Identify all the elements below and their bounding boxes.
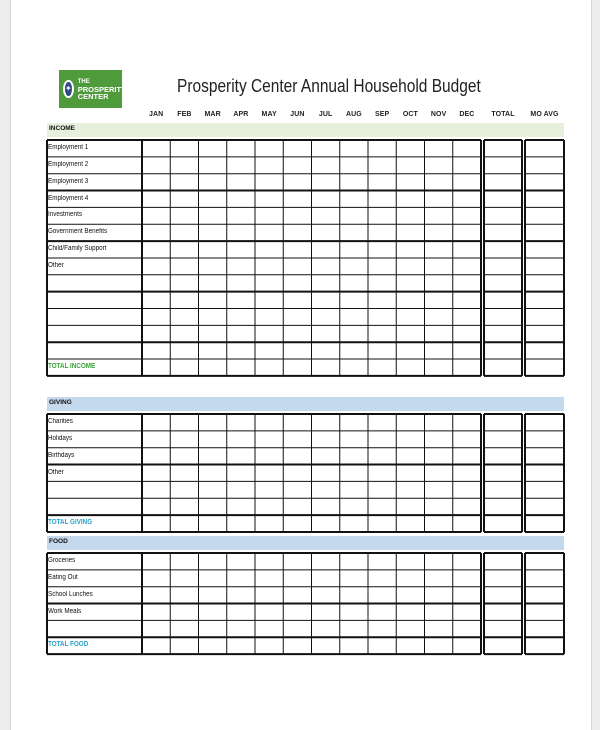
- row-label: Employment 2: [48, 160, 89, 168]
- food-total-label: TOTAL FOOD: [48, 641, 89, 649]
- column-header-dec: DEC: [459, 111, 475, 118]
- row-label: Employment 1: [48, 144, 89, 151]
- column-header-jul: JUL: [318, 111, 333, 118]
- row-label: Child/Family Support: [48, 245, 107, 253]
- column-header-mar: MAR: [204, 111, 221, 118]
- budget-page: [10, 0, 592, 730]
- column-header-may: MAY: [261, 111, 277, 118]
- column-header-oct: OCT: [402, 111, 418, 118]
- row-label: Investments: [48, 211, 82, 219]
- logo-line3: CENTER: [77, 91, 109, 101]
- logo-emblem-icon: ✦: [63, 80, 74, 98]
- column-header-jan: JAN: [148, 111, 164, 118]
- row-label: Charities: [48, 418, 73, 425]
- logo-line2: PROSPERITY: [77, 84, 127, 94]
- column-header-feb: FEB: [177, 111, 192, 118]
- logo-line1: THE: [77, 78, 90, 85]
- row-label: Employment 4: [48, 194, 89, 202]
- row-label: Other: [48, 261, 64, 269]
- row-label: Work Meals: [48, 607, 82, 615]
- row-label: Birthdays: [48, 451, 75, 459]
- row-label: Groceries: [48, 557, 76, 564]
- income-total-label: TOTAL INCOME: [48, 363, 96, 371]
- row-label: School Lunches: [48, 590, 93, 598]
- row-label: Eating Out: [48, 573, 78, 581]
- budget-grid: [11, 0, 591, 730]
- column-header-apr: APR: [233, 111, 249, 118]
- giving-section-title: GIVING: [49, 399, 72, 406]
- column-header-nov: NOV: [430, 111, 447, 118]
- column-header-jun: JUN: [290, 111, 305, 118]
- row-label: Employment 3: [48, 177, 89, 185]
- food-section-title: FOOD: [49, 538, 68, 545]
- column-header-mo-avg: MO AVG: [530, 111, 559, 118]
- column-header-sep: SEP: [374, 111, 390, 118]
- row-label: Other: [48, 468, 64, 476]
- page-title: Prosperity Center Annual Household Budget: [177, 76, 481, 96]
- giving-total-label: TOTAL GIVING: [48, 519, 93, 527]
- income-section-title: INCOME: [49, 125, 75, 132]
- column-header-total: TOTAL: [491, 111, 515, 118]
- row-label: Government Benefits: [48, 228, 108, 236]
- row-label: Holidays: [48, 434, 73, 442]
- column-header-aug: AUG: [345, 111, 362, 118]
